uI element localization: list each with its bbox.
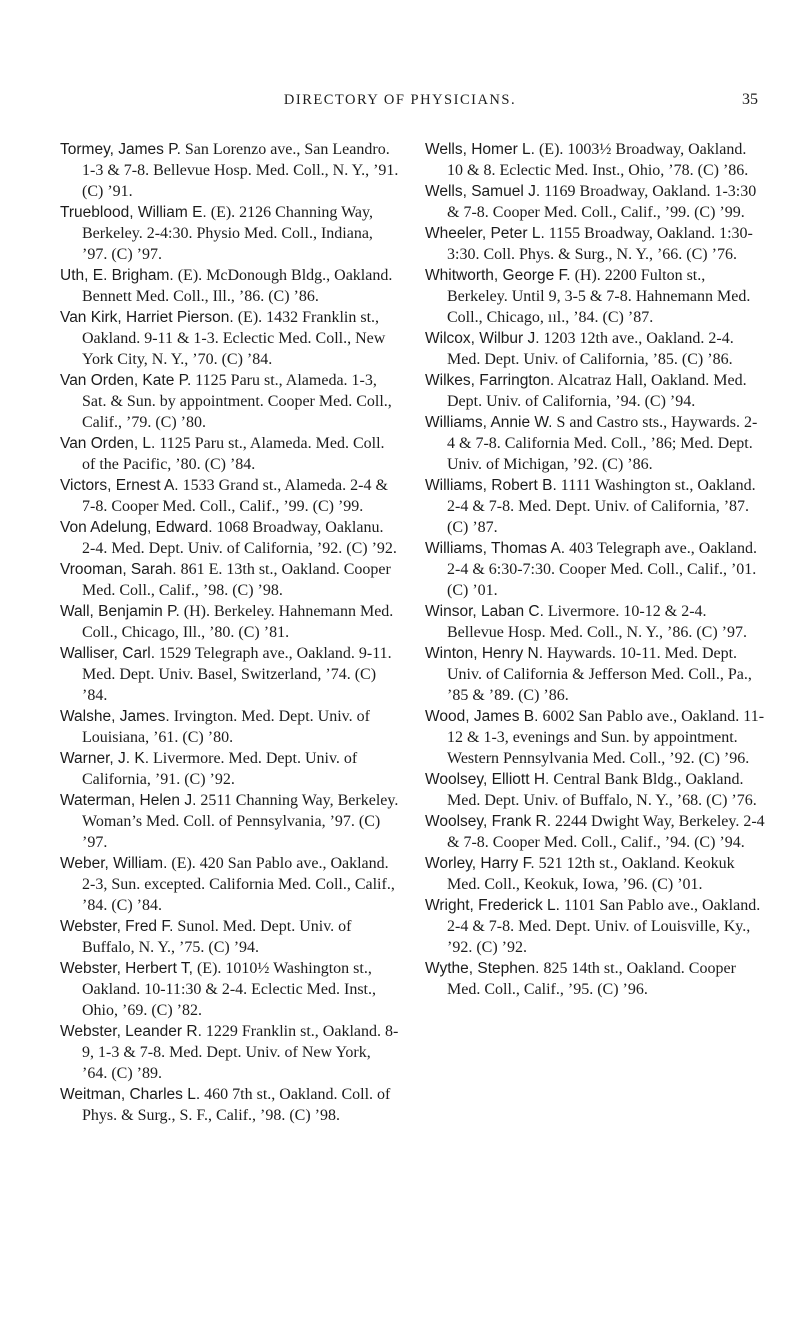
physician-details: 1203 12th ave., Oakland. 2-4. Med. Dept. Univ. of California, ’85. (C) ’86. (447, 330, 734, 368)
physician-details: Central Bank Bldg., Oakland. Med. Dept. Univ. of Buffalo, N. Y., ’68. (C) ’76. (447, 771, 757, 809)
physician-name: Von Adelung, Edward. (60, 519, 213, 536)
physician-details: (E). 1432 Franklin st., Oakland. 9-11 & 1-3. Eclectic Med. Coll., New York City, N. Y., ’70. (C) ’84. (82, 309, 386, 368)
physician-name: Walliser, Carl. (60, 645, 156, 662)
physician-details: 1229 Franklin st., Oakland. 8-9, 1-3 & 7-8. Med. Dept. Univ. of New York, ’64. (C) ’89. (82, 1023, 399, 1082)
physician-details: (E). 420 San Pablo ave., Oakland. 2-3, Sun. excepted. California Med. Coll., Calif., ’84. (C) ’84. (82, 855, 395, 914)
physician-details: 1111 Washington st., Oakland. 2-4 & 7-8. Med. Dept. Univ. of California, ’87. (C) ’87. (447, 477, 756, 536)
physician-details: (E). 2126 Channing Way, Berkeley. 2-4:30. Physio Med. Coll., Indiana, ’97. (C) ’97. (82, 204, 373, 263)
physician-details: 825 14th st., Oakland. Cooper Med. Coll., Calif., ’95. (C) ’96. (447, 960, 736, 998)
directory-entry (425, 265, 765, 328)
physician-details: Livermore. Med. Dept. Univ. of California, ’91. (C) ’92. (82, 750, 358, 788)
physician-name: Wells, Homer L. (425, 141, 535, 158)
directory-entry (60, 706, 400, 748)
physician-details: 1529 Telegraph ave., Oakland. 9-11. Med. Dept. Univ. Basel, Switzerland, ’74. (C) ’84. (82, 645, 392, 704)
directory-entry (60, 202, 400, 265)
directory-entry (425, 958, 765, 1000)
physician-details: San Lorenzo ave., San Leandro. 1-3 & 7-8. Bellevue Hosp. Med. Coll., N. Y., ’91. (C) ’91. (82, 141, 399, 200)
directory-entry (60, 265, 400, 307)
physician-name: Uth, E. Brigham. (60, 267, 174, 284)
physician-details: 2511 Channing Way, Berkeley. Woman’s Med. Coll. of Pennsylvania, ’97. (C) ’97. (82, 792, 399, 851)
directory-entry (425, 706, 765, 769)
physician-name: Woolsey, Elliott H. (425, 771, 550, 788)
physician-name: Victors, Ernest A. (60, 477, 179, 494)
directory-entry (60, 1021, 400, 1084)
directory-entry (425, 223, 765, 265)
physician-name: Wells, Samuel J. (425, 183, 541, 200)
physician-details: 460 7th st., Oakland. Coll. of Phys. & Surg., S. F., Calif., ’98. (C) ’98. (82, 1086, 391, 1124)
physician-name: Van Kirk, Harriet Pierson. (60, 309, 234, 326)
physician-details: (E). 1003½ Broadway, Oakland. 10 & 8. Eclectic Med. Inst., Ohio, ’78. (C) ’86. (447, 141, 749, 179)
directory-entry (60, 916, 400, 958)
directory-entry (425, 181, 765, 223)
physician-name: Worley, Harry F. (425, 855, 535, 872)
directory-entry (60, 601, 400, 643)
physician-name: Webster, Fred F. (60, 918, 174, 935)
physician-name: Williams, Annie W. (425, 414, 553, 431)
directory-column-right (425, 139, 765, 1000)
physician-name: Van Orden, Kate P. (60, 372, 192, 389)
physician-details: 1068 Broadway, Oaklanu. 2-4. Med. Dept. Univ. of California, ’92. (C) ’92. (82, 519, 397, 557)
physician-name: Whitworth, George F. (425, 267, 571, 284)
physician-details: Alcatraz Hall, Oakland. Med. Dept. Univ. of California, ’94. (C) ’94. (447, 372, 747, 410)
directory-entry (60, 748, 400, 790)
physician-name: Williams, Robert B. (425, 477, 557, 494)
physician-name: Warner, J. K. (60, 750, 150, 767)
directory-entry (60, 139, 400, 202)
physician-details: 1125 Paru st., Alameda. 1-3, Sat. & Sun. by appointment. Cooper Med. Coll., Calif., ’79. (C) ’80. (82, 372, 392, 431)
physician-details: 6002 San Pablo ave., Oakland. 11-12 & 1-3, evenings and Sun. by appointment. Western Pennsylvania Med. Coll., ’92. (C) ’96. (447, 708, 765, 767)
page-number: 35 (742, 91, 758, 108)
directory-entry (425, 643, 765, 706)
physician-name: Wilkes, Farrington. (425, 372, 555, 389)
running-head: DIRECTORY OF PHYSICIANS. (283, 92, 517, 108)
physician-details: S and Castro sts., Haywards. 2-4 & 7-8. California Med. Coll., ’86; Med. Dept. Univ. of Michigan, ’92. (C) ’86. (447, 414, 758, 473)
physician-details: 1101 San Pablo ave., Oakland. 2-4 & 7-8. Med. Dept. Univ. of Louisville, Ky., ’92. (C) ’92. (447, 897, 761, 956)
physician-name: Wheeler, Peter L. (425, 225, 545, 242)
directory-entry (425, 412, 765, 475)
directory-entry (425, 328, 765, 370)
physician-name: Trueblood, William E. (60, 204, 207, 221)
directory-entry (425, 769, 765, 811)
physician-name: Weitman, Charles L. (60, 1086, 201, 1103)
physician-details: Irvington. Med. Dept. Univ. of Louisiana, ’61. (C) ’80. (82, 708, 370, 746)
physician-details: Haywards. 10-11. Med. Dept. Univ. of California & Jefferson Med. Coll., Pa., ’85 & ’89. (C) ’86. (447, 645, 752, 704)
directory-entry (425, 601, 765, 643)
physician-details: (H). Berkeley. Hahnemann Med. Coll., Chicago, Ill., ’80. (C) ’81. (82, 603, 394, 641)
directory-entry (60, 433, 400, 475)
physician-details: 1125 Paru st., Alameda. Med. Coll. of the Pacific, ’80. (C) ’84. (82, 435, 385, 473)
directory-entry (425, 895, 765, 958)
physician-name: Webster, Herbert T, (60, 960, 193, 977)
physician-name: Vrooman, Sarah. (60, 561, 177, 578)
physician-name: Wood, James B. (425, 708, 539, 725)
directory-entry (60, 643, 400, 706)
physician-name: Tormey, James P. (60, 141, 181, 158)
physician-name: Wall, Benjamin P. (60, 603, 180, 620)
directory-entry (425, 370, 765, 412)
physician-details: (E). 1010½ Washington st., Oakland. 10-11:30 & 2-4. Eclectic Med. Inst., Ohio, ’69. (C) ’82. (82, 960, 376, 1019)
physician-details: Sunol. Med. Dept. Univ. of Buffalo, N. Y., ’75. (C) ’94. (82, 918, 352, 956)
physician-name: Williams, Thomas A. (425, 540, 566, 557)
directory-column-left (60, 139, 400, 1126)
physician-details: 521 12th st., Oakland. Keokuk Med. Coll., Keokuk, Iowa, ’96. (C) ’01. (447, 855, 735, 893)
directory-entry (425, 811, 765, 853)
directory-entry (60, 1084, 400, 1126)
physician-name: Woolsey, Frank R. (425, 813, 552, 830)
physician-details: (E). McDonough Bldg., Oakland. Bennett Med. Coll., Ill., ’86. (C) ’86. (82, 267, 393, 305)
directory-entry (60, 853, 400, 916)
directory-entry (60, 370, 400, 433)
page-header (0, 92, 800, 116)
physician-name: Van Orden, L. (60, 435, 156, 452)
physician-details: Livermore. 10-12 & 2-4. Bellevue Hosp. Med. Coll., N. Y., ’86. (C) ’97. (447, 603, 747, 641)
directory-entry (60, 307, 400, 370)
physician-name: Wilcox, Wilbur J. (425, 330, 540, 347)
physician-details: 2244 Dwight Way, Berkeley. 2-4 & 7-8. Cooper Med. Coll., Calif., ’94. (C) ’94. (447, 813, 765, 851)
directory-entry (60, 790, 400, 853)
physician-name: Winton, Henry N. (425, 645, 544, 662)
physician-details: 861 E. 13th st., Oakland. Cooper Med. Coll., Calif., ’98. (C) ’98. (82, 561, 391, 599)
physician-name: Weber, William. (60, 855, 168, 872)
physician-name: Walshe, James. (60, 708, 170, 725)
physician-details: (H). 2200 Fulton st., Berkeley. Until 9, 3-5 & 7-8. Hahnemann Med. Coll., Chicago, ııl., ’84. (C) ’87. (447, 267, 751, 326)
physician-name: Wythe, Stephen. (425, 960, 540, 977)
directory-entry (425, 475, 765, 538)
physician-details: 1533 Grand st., Alameda. 2-4 & 7-8. Cooper Med. Coll., Calif., ’99. (C) ’99. (82, 477, 388, 515)
physician-name: Webster, Leander R. (60, 1023, 202, 1040)
physician-details: 1169 Broadway, Oakland. 1-3:30 & 7-8. Cooper Med. Coll., Calif., ’99. (C) ’99. (447, 183, 757, 221)
physician-name: Wright, Frederick L. (425, 897, 560, 914)
directory-entry (425, 139, 765, 181)
physician-name: Winsor, Laban C. (425, 603, 544, 620)
directory-entry (60, 559, 400, 601)
physician-details: 1155 Broadway, Oakland. 1:30-3:30. Coll. Phys. & Surg., N. Y., ’66. (C) ’76. (447, 225, 753, 263)
directory-entry (425, 853, 765, 895)
directory-entry (60, 475, 400, 517)
physician-name: Waterman, Helen J. (60, 792, 197, 809)
directory-entry (60, 517, 400, 559)
directory-entry (60, 958, 400, 1021)
directory-entry (425, 538, 765, 601)
physician-details: 403 Telegraph ave., Oakland. 2-4 & 6:30-7:30. Cooper Med. Coll., Calif., ’01. (C) ’01. (447, 540, 757, 599)
